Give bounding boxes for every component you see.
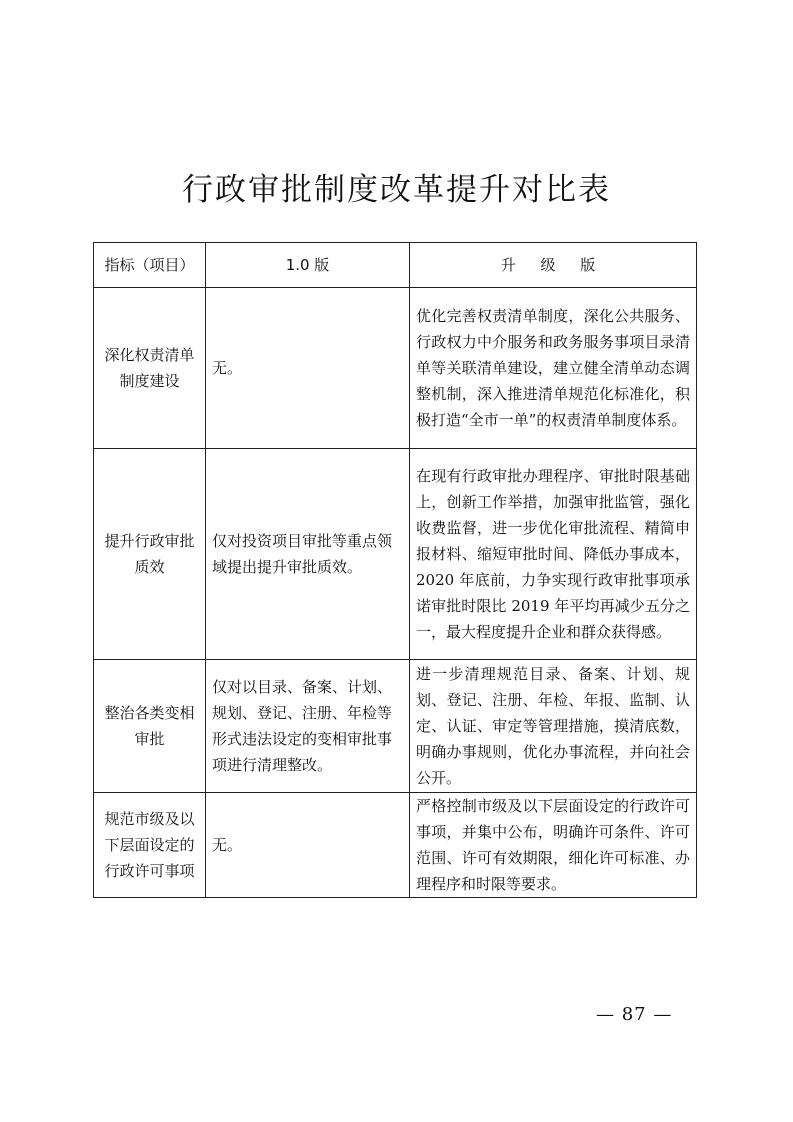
upgrade-cell: 优化完善权责清单制度，深化公共服务、行政权力中介服务和政务服务事项目录清单等关联清单建设，建立健全清单动态调整机制，深入推进清单规范化标准化，积极打造“全市一单”的权责清单制度体系。 — [410, 288, 697, 449]
page-title: 行政审批制度改革提升对比表 — [182, 172, 611, 208]
page-number: — 87 — — [596, 1004, 673, 1025]
indicator-cell: 提升行政审批质效 — [94, 449, 206, 660]
version-1-cell: 无。 — [206, 288, 410, 449]
upgrade-cell: 进一步清理规范目录、备案、计划、规划、登记、注册、年检、年报、监制、认定、认证、审定等管理措施，摸清底数，明确办事规则，优化办事流程，并向社会公开。 — [410, 660, 697, 793]
version-1-cell: 仅对以目录、备案、计划、规划、登记、注册、年检等形式违法设定的变相审批事项进行清理整改。 — [206, 660, 410, 793]
header-indicator: 指标（项目） — [94, 243, 206, 288]
comparison-table — [93, 242, 697, 898]
table-row — [94, 793, 697, 898]
version-1-cell: 仅对投资项目审批等重点领域提出提升审批质效。 — [206, 449, 410, 660]
table-row — [94, 449, 697, 660]
indicator-cell: 规范市级及以下层面设定的行政许可事项 — [94, 793, 206, 898]
upgrade-cell: 严格控制市级及以下层面设定的行政许可事项，并集中公布，明确许可条件、许可范围、许可有效期限，细化许可标准、办理程序和时限等要求。 — [410, 793, 697, 898]
version-1-cell: 无。 — [206, 793, 410, 898]
table-row — [94, 660, 697, 793]
upgrade-cell: 在现有行政审批办理程序、审批时限基础上，创新工作举措，加强审批监管，强化收费监督，进一步优化审批流程、精简申报材料、缩短审批时间、降低办事成本，2020 年底前，力争实现行政审批事项承诺审批时限比 2019 年平均再减少五分之一，最大程度提升企业和群众获得感。 — [410, 449, 697, 660]
header-version-1: 1.0 版 — [206, 243, 410, 288]
indicator-cell: 深化权责清单制度建设 — [94, 288, 206, 449]
header-upgrade: 升 级 版 — [410, 243, 697, 288]
table-header-row — [94, 243, 697, 288]
table-row — [94, 288, 697, 449]
indicator-cell: 整治各类变相审批 — [94, 660, 206, 793]
